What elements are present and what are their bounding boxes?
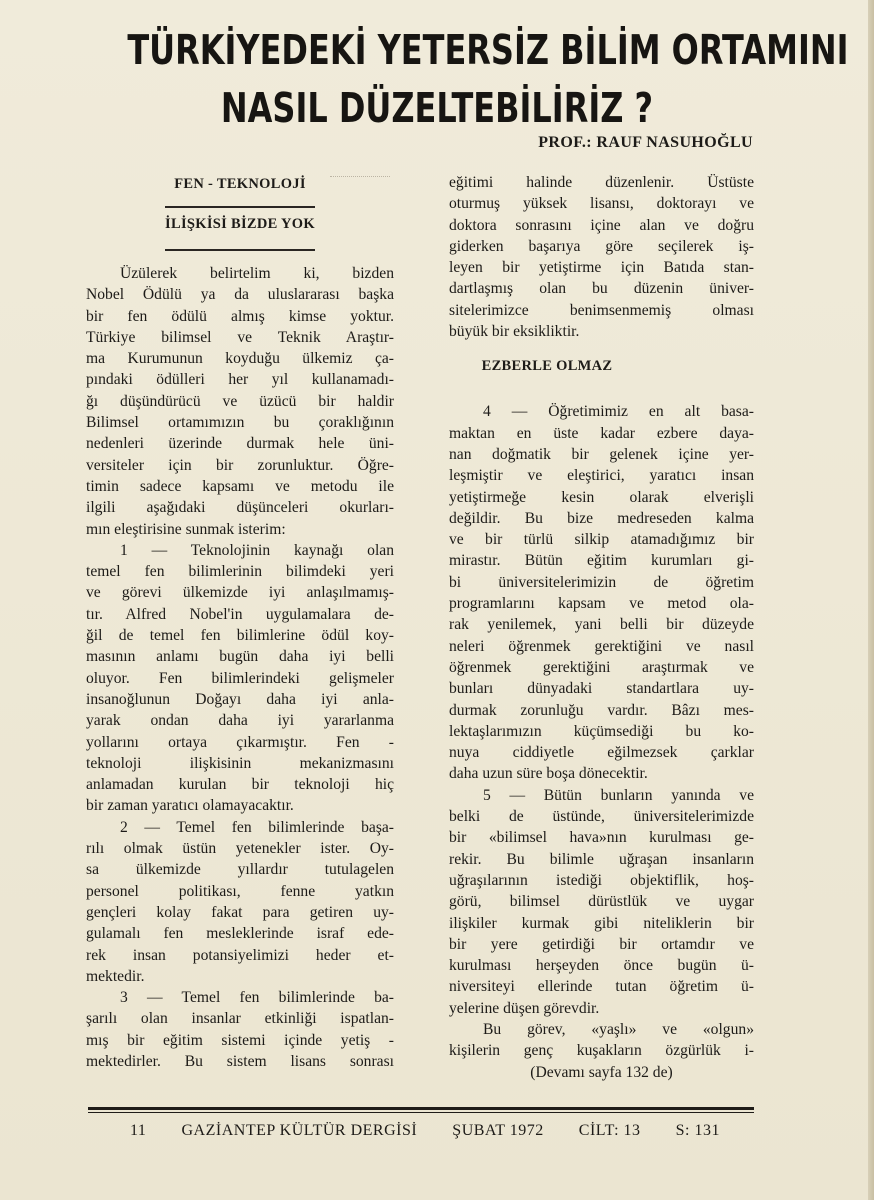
subheading-iliskisi: İLİŞKİSİ BİZDE YOK: [165, 216, 315, 232]
article-author: PROF.: RAUF NASUHOĞLU: [538, 134, 753, 151]
text-line: Nobel Ödülü ya da uluslararası başka: [86, 286, 394, 304]
left-column: [86, 170, 394, 1072]
text-line: değildir. Bu bize medreseden kalma: [449, 509, 754, 527]
text-line: ğil de temel fen bilimlerine ödül koy-: [86, 627, 394, 645]
text-line: daha uzun süre boşa dönecektir.: [449, 765, 648, 783]
text-line: giderken başarıya göre seçilerek iş-: [449, 237, 754, 255]
text-line: 2 — Temel fen bilimlerinde başa-: [120, 818, 394, 836]
text-line: ilişkiler kurmak gibi niteliklerin bir: [449, 914, 754, 932]
text-line: 5 — Bütün bunların yanında ve: [483, 786, 754, 804]
footer-rule-thick: [88, 1107, 754, 1110]
text-line: niversiteyi ellerinde tutan öğretim ü-: [449, 978, 754, 996]
text-line: timin sadece kapsamı ve metodu ile: [86, 477, 394, 495]
text-line: bi üniversitelerimizin de öğretim: [449, 573, 754, 591]
text-line: ilgili aşağıdaki düşünceleri okurları-: [86, 499, 394, 517]
text-line: bir fen ödülü almış kimse yoktur.: [86, 307, 394, 325]
text-line: rılı olmak üstün yetenekler ister. Oy-: [86, 840, 394, 858]
subheading-rule: [165, 249, 315, 251]
text-line: maktan en üste kadar ezbere daya-: [449, 424, 754, 442]
text-line: leyen bir yetiştirme için Batıda stan-: [449, 259, 754, 277]
text-line: yollarını ortaya çıkarmıştır. Fen -: [86, 733, 394, 751]
text-line: rekir. Bu bilimle uğraşan insanların: [449, 850, 754, 868]
volume-number: CİLT: 13: [578, 1122, 641, 1139]
text-line: ve görevi ülkemizde iyi anlaşılmamış-: [86, 584, 394, 602]
text-line: programlarını kapsam ve metod ola-: [449, 595, 754, 613]
text-line: mış bir eğitim sistemi içinde yetiş -: [86, 1031, 394, 1049]
text-line: gençleri kolay fakat para getiren uy-: [86, 903, 394, 921]
text-line: ve bir türlü silkip atamadığımız bir: [449, 531, 754, 549]
text-line: insanoğlunun Doğayı daha iyi anla-: [86, 690, 394, 708]
page-footer: [130, 1122, 720, 1140]
text-line: ma Kurumunun koyduğu ülkemiz ça-: [86, 350, 394, 368]
text-line: sitelerimizce benimsenmemiş olması: [449, 301, 754, 319]
text-line: doktora sonrasını içine alan ve doğru: [449, 216, 754, 234]
text-line: 3 — Temel fen bilimlerinde ba-: [120, 989, 394, 1007]
text-line: dartlaşmış olan bu düzenin üniver-: [449, 280, 754, 298]
text-line: görü, bilimsel dürüstlük ve uygar: [449, 893, 754, 911]
text-line: mektedirler. Bu sistem lisans sonrası: [86, 1052, 394, 1070]
text-line: teknoloji ilişkisinin mekanizmasını: [86, 754, 394, 772]
issue-date: ŞUBAT 1972: [452, 1122, 544, 1139]
subheading-fen-teknoloji: FEN - TEKNOLOJİ: [174, 176, 306, 192]
text-line: versiteler için bir zorunluktur. Öğre-: [86, 456, 394, 474]
issue-number: S: 131: [675, 1122, 720, 1139]
subheading-rule: [165, 206, 315, 208]
text-line: rek insan potansiyelimizi heder et-: [86, 946, 394, 964]
text-line: pındaki ödülleri her yıl kullanamadı-: [86, 371, 394, 389]
text-line: yetiştirmeğe kesin olarak elverişli: [449, 488, 754, 506]
text-line: Bu görev, «yaşlı» ve «olgun»: [483, 1020, 754, 1038]
text-line: tır. Alfred Nobel'in uygulamalara de-: [86, 605, 394, 623]
footer-rule-thin: [88, 1112, 754, 1113]
text-line: leşmiştir ve eleştirici, yaratıcı insan: [449, 467, 754, 485]
continued-note: (Devamı sayfa 132 de): [530, 1063, 673, 1081]
page-number: 11: [130, 1122, 147, 1139]
article-title-line-1: TÜRKİYEDEKİ YETERSİZ BİLİM ORTAMINI: [127, 26, 849, 74]
text-line: durmak zorunluğu vardır. Bâzı mes-: [449, 701, 754, 719]
text-line: bir zaman yaratıcı olamayacaktır.: [86, 797, 294, 815]
text-line: lektaşlarımızın küçümsediği bu ko-: [449, 722, 754, 740]
text-line: Türkiye bilimsel ve Teknik Araştır-: [86, 328, 394, 346]
text-line: oturmuş yüksek lisansı, doktorayı ve: [449, 195, 754, 213]
text-line: temel fen bilimlerinin bilimdeki yeri: [86, 563, 394, 581]
text-line: belki de üstünde, üniversitelerimizde: [449, 808, 754, 826]
text-line: neleri öğrenmek gerektiğini ve nasıl: [449, 637, 754, 655]
text-line: bir yere getirdiği bir ortamdır ve: [449, 935, 754, 953]
right-column: [449, 172, 754, 1082]
text-line: bir «bilimsel hava»nın kurulması ge-: [449, 829, 754, 847]
text-line: anlamadan kurulan bir teknoloji hiç: [86, 776, 394, 794]
text-line: gulamalı fen mesleklerinde israf ede-: [86, 925, 394, 943]
text-line: bunları dünyadaki standartlara uy-: [449, 680, 754, 698]
subheading-ezberle-olmaz: EZBERLE OLMAZ: [481, 358, 613, 375]
text-line: nuya ciddiyetle eğilmezsek çarklar: [449, 744, 754, 762]
journal-name: GAZİANTEP KÜLTÜR DERGİSİ: [181, 1122, 418, 1139]
text-line: 1 — Teknolojinin kaynağı olan: [120, 541, 394, 559]
text-line: mın eleştirisine sunmak isterim:: [86, 520, 286, 538]
text-line: masının anlamı bugün daha iyi belli: [86, 648, 394, 666]
text-line: mektedir.: [86, 967, 145, 985]
left-body-text: [86, 263, 394, 1072]
text-line: nan doğmatik bir gelenek içine yer-: [449, 445, 754, 463]
page-edge: [868, 0, 874, 1200]
text-line: eğitimi halinde düzenlenir. Üstüste: [449, 174, 754, 191]
text-line: mirastır. Bütün eğitim kurumları gi-: [449, 552, 754, 570]
text-line: yarak ondan daha iyi yararlanma: [86, 712, 394, 730]
right-body-text-top: [449, 172, 754, 342]
text-line: oluyor. Fen bilimlerindeki gelişmeler: [86, 669, 394, 687]
text-line: uğraşılarının istediği objektiflik, hoş-: [449, 871, 754, 889]
text-line: Üzülerek belirtelim ki, bizden: [120, 265, 394, 282]
text-line: ğı düşündürücü ve üzücü bir haldir: [86, 392, 394, 410]
text-line: nedenleri üzerinde durmak hele üni-: [86, 435, 394, 453]
text-line: kurulması herşeyden önce bugün ü-: [449, 957, 754, 975]
text-line: sa ülkemizde yıllardır tutulagelen: [86, 861, 394, 879]
text-line: rak yenilemek, yani belli bir düzeyde: [449, 616, 754, 634]
article-title-line-2: NASIL DÜZELTEBİLİRİZ ?: [220, 84, 654, 132]
text-line: öğrenmek gerektiğini araştırmak ve: [449, 658, 754, 676]
text-line: personel politikası, fenne yatkın: [86, 882, 394, 900]
text-line: yelerine düşen görevdir.: [449, 999, 600, 1017]
text-line: Bilimsel ortamımızın bu çoraklığının: [86, 414, 394, 432]
text-line: kişilerin genç kuşakların özgürlük i-: [449, 1042, 754, 1060]
text-line: şarılı olan insanlar etkinliği ispatlan-: [86, 1010, 394, 1028]
text-line: 4 — Öğretimimiz en alt basa-: [483, 403, 754, 421]
right-body-text-bottom: [449, 401, 754, 1061]
text-line: büyük bir eksikliktir.: [449, 323, 580, 341]
